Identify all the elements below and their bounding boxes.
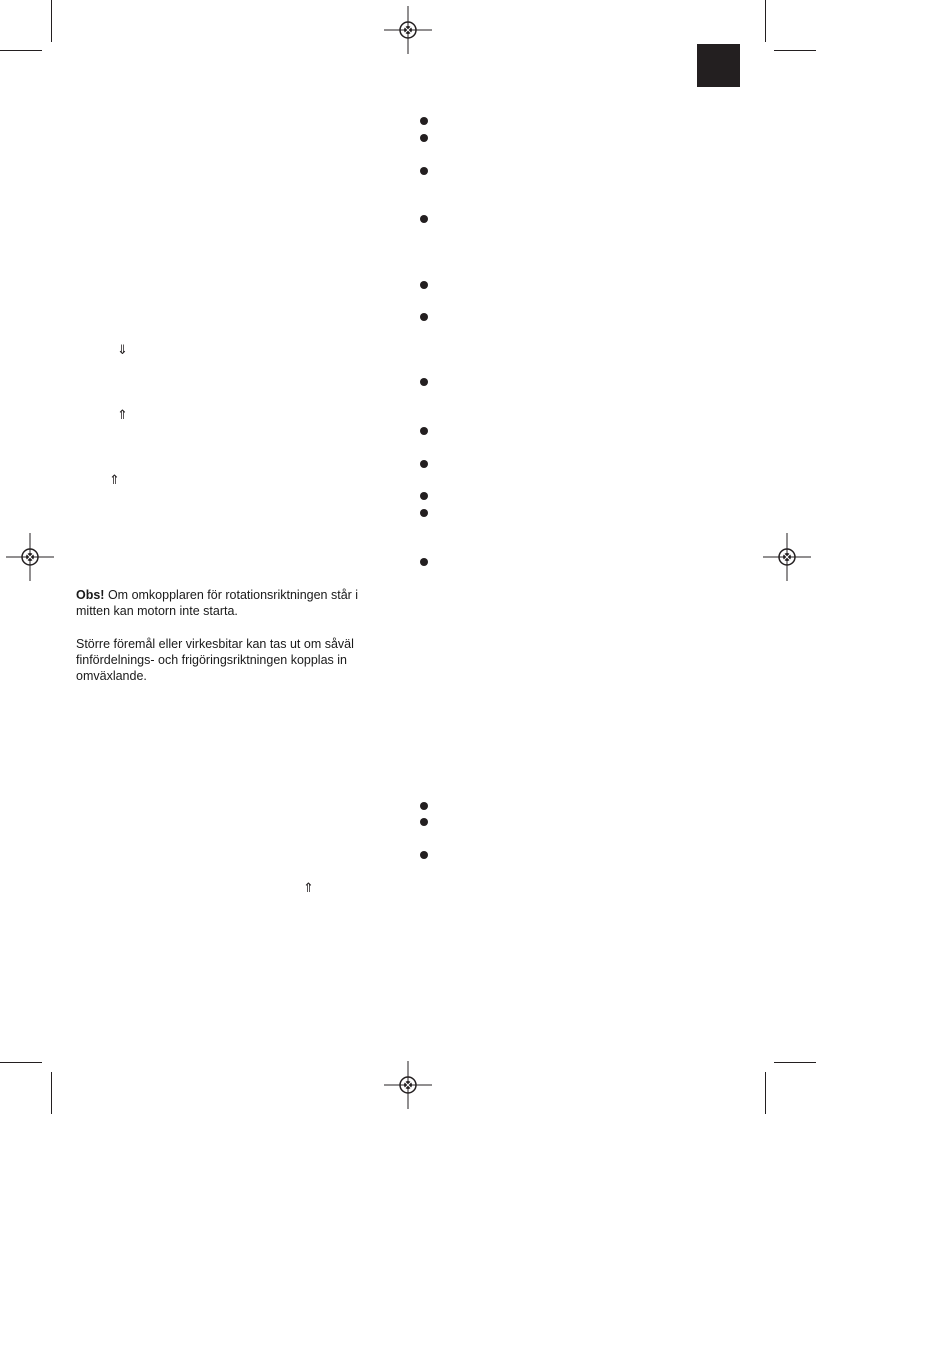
bullet-icon [420,215,428,223]
bullet-icon [420,492,428,500]
bullet-icon [420,851,428,859]
bullet-icon [420,802,428,810]
crop-mark-top-left-v [51,0,52,42]
bullet-icon [420,117,428,125]
arrow-up-icon: ⇑ [303,881,314,896]
language-tab [697,44,740,87]
crop-mark-top-right-v [765,0,766,42]
crop-mark-bottom-left-h [0,1062,42,1063]
bullet-icon [420,378,428,386]
crop-mark-bottom-right-h [774,1062,816,1063]
note-label: Obs! [76,588,105,602]
arrow-up-icon: ⇑ [117,408,128,423]
note-text: Om omkopplaren för rotationsriktningen står i mitten kan motorn inte starta. [76,588,359,618]
bullet-icon [420,281,428,289]
bullet-icon [420,167,428,175]
note-paragraph [76,587,386,619]
bullet-icon [420,558,428,566]
registration-mark-icon [6,533,54,581]
registration-mark-icon [384,1061,432,1109]
bullet-icon [420,460,428,468]
crop-mark-bottom-right-v [765,1072,766,1114]
registration-mark-icon [763,533,811,581]
body-paragraph: Större föremål eller virkesbitar kan tas ut om såväl finfördelnings- och frigöringsriktningen kopplas in omväxlande. [76,637,354,683]
crop-mark-top-right-h [774,50,816,51]
bullet-icon [420,134,428,142]
crop-mark-top-left-h [0,50,42,51]
bullet-icon [420,509,428,517]
bullet-icon [420,427,428,435]
registration-mark-icon [384,6,432,54]
bullet-icon [420,818,428,826]
arrow-up-icon: ⇑ [109,473,120,488]
bullet-icon [420,313,428,321]
crop-mark-bottom-left-v [51,1072,52,1114]
arrow-down-icon: ⇓ [117,343,128,358]
